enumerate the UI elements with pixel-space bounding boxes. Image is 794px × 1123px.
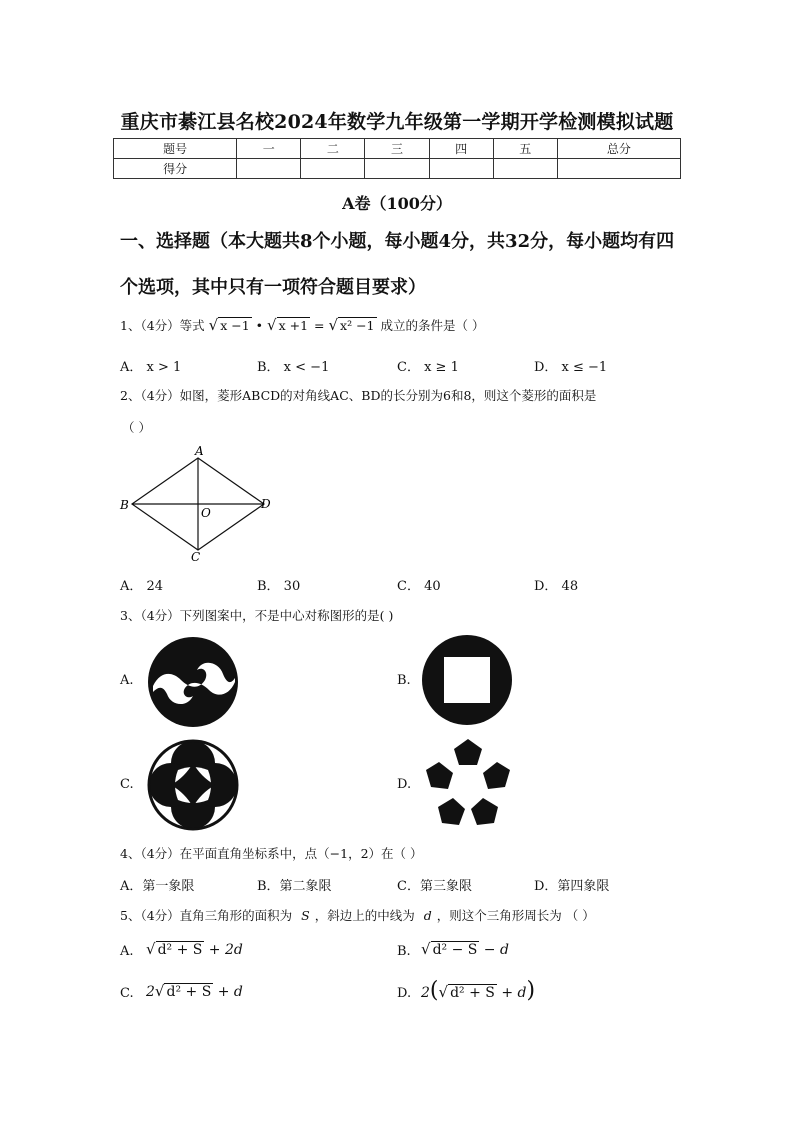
q2-option-b[interactable]: B． 30 bbox=[257, 579, 301, 594]
q3-option-a-figure[interactable] bbox=[147, 636, 239, 728]
score-header-cell: 五 bbox=[493, 139, 557, 159]
q3-option-c-figure[interactable] bbox=[147, 739, 239, 831]
q5-option-d-label[interactable]: D. bbox=[397, 986, 412, 1001]
score-row-label: 得分 bbox=[114, 159, 237, 179]
page-title: 重庆市綦江县名校2024年数学九年级第一学期开学检测模拟试题 bbox=[120, 111, 674, 133]
q1-equation: √ x −1 • √ x +1 = √ x² −1 bbox=[208, 316, 375, 334]
q4-option-d[interactable]: D．第四象限 bbox=[534, 879, 610, 894]
q5-option-b-label[interactable]: B. bbox=[397, 944, 411, 959]
q5-text-part: ，斜边上的中线为 bbox=[314, 908, 415, 923]
q5-option-c-label[interactable]: C. bbox=[120, 986, 134, 1001]
score-header-cell: 总分 bbox=[557, 139, 680, 159]
q1-prefix: 1、（4分）等式 bbox=[120, 318, 205, 333]
q5-text-part: 5、（4分）直角三角形的面积为 bbox=[120, 908, 293, 923]
q5-text-part: ，则这个三角形周长为 （ ） bbox=[436, 908, 595, 923]
score-cell[interactable] bbox=[429, 159, 493, 179]
q5-option-b-expr: √ d² − S − d bbox=[421, 940, 509, 958]
q1-option-d[interactable]: D． x ≤ −1 bbox=[534, 360, 608, 375]
part1-heading: 一、选择题（本大题共8个小题，每小题4分，共32分，每小题均有四个选项，其中只有一项符合题目要求） bbox=[120, 231, 675, 298]
score-cell[interactable] bbox=[237, 159, 301, 179]
vertex-label-d: D bbox=[261, 497, 271, 511]
q1-suffix: 成立的条件是（ ） bbox=[380, 318, 485, 333]
q5-option-c-expr: 2√ d² + S + d bbox=[146, 982, 243, 1000]
q4-option-a[interactable]: A．第一象限 bbox=[120, 879, 195, 894]
score-cell[interactable] bbox=[493, 159, 557, 179]
q2-option-d[interactable]: D． 48 bbox=[534, 579, 579, 594]
rhombus-figure bbox=[115, 440, 285, 565]
q3-option-d-label[interactable]: D. bbox=[397, 777, 412, 792]
vertex-label-b: B bbox=[120, 498, 129, 512]
square-hole-icon bbox=[444, 657, 490, 703]
q1-option-c[interactable]: C． x ≥ 1 bbox=[397, 360, 459, 375]
score-cell[interactable] bbox=[301, 159, 365, 179]
vertex-label-c: C bbox=[191, 550, 201, 564]
score-cell[interactable] bbox=[365, 159, 429, 179]
question-2-text: 2、（4分）如图，菱形ABCD的对角线AC、BD的长分别为6和8，则这个菱形的面积是 bbox=[120, 388, 597, 403]
question-1 bbox=[120, 316, 485, 334]
q2-option-c[interactable]: C． 40 bbox=[397, 579, 441, 594]
score-header-cell: 四 bbox=[429, 139, 493, 159]
q2-option-a[interactable]: A． 24 bbox=[120, 579, 164, 594]
q5-option-a-label[interactable]: A. bbox=[120, 944, 134, 959]
question-5-text bbox=[120, 906, 595, 924]
q1-option-a[interactable]: A． x > 1 bbox=[120, 360, 182, 375]
score-table-score-row bbox=[114, 159, 681, 179]
center-label-o: O bbox=[201, 506, 211, 520]
q5-var-d: d bbox=[423, 908, 432, 923]
q1-option-b[interactable]: B． x < −1 bbox=[257, 360, 330, 375]
q5-option-a-expr: √ d² + S + 2d bbox=[146, 940, 243, 958]
section-title: A卷（100分） bbox=[342, 194, 452, 213]
q5-option-d-expr: 2(√ d² + S + d) bbox=[421, 978, 536, 1003]
score-header-cell: 题号 bbox=[114, 139, 237, 159]
q3-option-b-figure[interactable] bbox=[421, 634, 513, 726]
score-header-cell: 三 bbox=[365, 139, 429, 159]
q3-option-d-figure[interactable] bbox=[421, 737, 515, 831]
score-header-cell: 一 bbox=[237, 139, 301, 159]
q3-option-b-label[interactable]: B. bbox=[397, 673, 411, 688]
q4-option-c[interactable]: C．第三象限 bbox=[397, 879, 472, 894]
q4-option-b[interactable]: B．第二象限 bbox=[257, 879, 332, 894]
question-2-paren: （ ） bbox=[122, 420, 151, 435]
score-header-cell: 二 bbox=[301, 139, 365, 159]
score-table-header-row bbox=[114, 139, 681, 159]
q3-option-c-label[interactable]: C. bbox=[120, 777, 134, 792]
pentagon-ring-icon bbox=[426, 739, 510, 825]
q3-option-a-label[interactable]: A. bbox=[120, 673, 134, 688]
score-cell[interactable] bbox=[557, 159, 680, 179]
score-table bbox=[113, 138, 681, 179]
vertex-label-a: A bbox=[195, 444, 204, 458]
question-4-text: 4、（4分）在平面直角坐标系中，点（−1，2）在（ ） bbox=[120, 846, 423, 861]
question-3-text: 3、（4分）下列图案中，不是中心对称图形的是( ) bbox=[120, 608, 394, 623]
q5-var-s: S bbox=[301, 908, 310, 923]
